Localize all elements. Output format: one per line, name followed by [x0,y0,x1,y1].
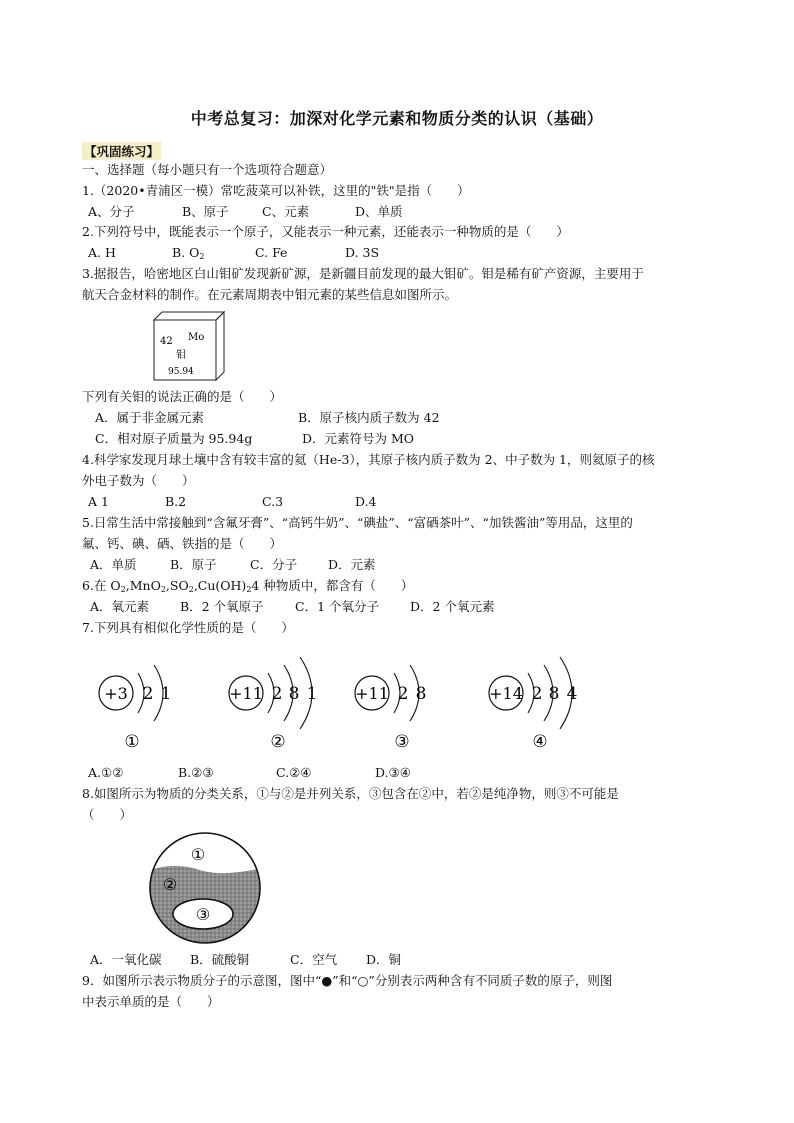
q5-stem-line2: 氟、钙、碘、硒、铁指的是（ ） [82,536,283,551]
q3-option-d: D．元素符号为 MO [302,431,415,446]
atom-2-shell-1: 2 [271,684,283,704]
q1-option-a: A、分子 [88,204,135,219]
classification-diagram [140,830,270,945]
q8-stem-line1: 8.如图所示为物质的分类关系，①与②是并列关系，③包含在②中，若②是纯净物，则③不可能是 [82,786,619,801]
element-symbol: Mo [188,332,205,343]
q2-option-a: A. H [88,245,116,260]
q4-option-c: C.3 [262,494,284,509]
atom-3-label: ③ [394,732,410,752]
atom-structure-diagrams [80,645,600,755]
q4-option-b: B.2 [165,494,187,509]
atom-1-nucleus: +3 [104,684,128,703]
q5-option-a: A．单质 [90,557,137,572]
atom-3 [355,665,426,752]
atom-4-shell-1: 2 [531,684,543,704]
q7-option-c: C.②④ [276,765,312,780]
atom-3-shell-1: 2 [397,684,409,704]
q5-option-c: C．分子 [250,557,298,572]
element-number: 42 [160,336,173,347]
atom-1 [99,665,171,752]
element-name: 钼 [176,350,186,361]
q8-option-a: A．一氧化碳 [90,952,162,967]
q7-stem: 7.下列具有相似化学性质的是（ ） [82,620,294,635]
q6-option-c: C．1 个氧分子 [295,599,379,614]
atom-1-shell-1: 2 [142,684,154,704]
q6-stem: 6.在 $O_2,MnO_2,SO_2,Cu(OH)_24$ 种物质中，都含有（ ） [82,578,414,594]
atom-4-nucleus: +14 [489,684,523,703]
atom-2 [229,657,317,752]
q9-stem-line1: 9．如图所示表示物质分子的示意图，图中“●”和“○”分别表示两种含有不同质子数的原子，则图 [82,973,613,988]
q2-option-b: B. $O_2$ [172,245,205,261]
q6-option-b: B．2 个氧原子 [180,599,264,614]
q1-stem: 1.（2020•青浦区一模）常吃菠菜可以补铁，这里的"铁"是指（ ） [82,183,470,198]
q7-option-a: A.①② [88,765,124,780]
q2-option-d: D. 3S [345,245,380,260]
atom-4 [489,657,577,752]
q3-option-b: B．原子核内质子数为 42 [298,410,440,425]
q6-option-d: D．2 个氧元素 [410,599,495,614]
section-label: 【巩固练习】 [84,144,160,159]
q7-option-d: D.③④ [375,765,411,780]
atom-4-shell-3: 4 [566,684,578,704]
q4-option-a: A 1 [88,494,109,509]
q5-option-b: B．原子 [170,557,217,572]
atom-1-label: ① [124,732,140,752]
atom-2-shell-3: 1 [306,684,318,704]
atom-4-label: ④ [532,732,548,752]
q3-option-c: C．相对原子质量为 95.94g [95,431,253,446]
atom-3-nucleus: +11 [355,684,389,703]
q1-option-d: D、单质 [355,204,403,219]
q8-option-b: B．硫酸铜 [190,952,250,967]
region-2-label: ② [162,875,178,894]
page-title: 中考总复习：加深对化学元素和物质分类的认识（基础） [190,109,604,128]
q1-option-c: C、元素 [262,204,310,219]
q5-stem-line1: 5.日常生活中常接触到“含氟牙膏”、“高钙牛奶”、“碘盐”、“富硒茶叶”、“加铁酱油”等用品，这里的 [82,515,633,530]
q8-stem-line2: （ ） [82,807,133,822]
atom-2-label: ② [270,732,286,752]
region-1-label: ① [190,845,206,864]
q6-option-a: A．氧元素 [90,599,150,614]
part-heading: 一、选择题（每小题只有一个选项符合题意） [82,162,333,177]
q2-stem: 2.下列符号中，既能表示一个原子，又能表示一种元素，还能表示一种物质的是（ ） [82,224,569,239]
q3-stem-line2: 航天合金材料的制作。在元素周期表中钼元素的某些信息如图所示。 [82,287,458,302]
q4-option-d: D.4 [355,494,377,509]
element-card-mo [150,310,230,382]
q4-stem-line1: 4.科学家发现月球土壤中含有较丰富的氦（He-3），其原子核内质子数为 2、中子数为 1，则氦原子的核 [82,452,655,467]
q3-stem-line1: 3.据报告，哈密地区白山钼矿发现新矿源，是新疆目前发现的最大钼矿。钼是稀有矿产资源，主要用于 [82,266,644,281]
element-mass: 95.94 [168,367,194,377]
q8-option-d: D．铜 [366,952,402,967]
q5-option-d: D．元素 [328,557,376,572]
q2-option-c: C. Fe [255,245,288,260]
q9-stem-line2: 中表示单质的是（ ） [82,994,220,1009]
atom-2-nucleus: +11 [229,684,263,703]
q3-option-a: A．属于非金属元素 [95,410,205,425]
atom-1-shell-2: 1 [160,684,172,704]
q3-question: 下列有关钼的说法正确的是（ ） [82,389,283,404]
atom-3-shell-2: 8 [415,684,427,704]
atom-4-shell-2: 8 [548,684,560,704]
q7-option-b: B.②③ [178,765,214,780]
q8-option-c: C．空气 [290,952,338,967]
atom-2-shell-2: 8 [288,684,300,704]
q1-option-b: B、原子 [182,204,229,219]
region-3-label: ③ [195,905,211,924]
q4-stem-line2: 外电子数为（ ） [82,473,195,488]
